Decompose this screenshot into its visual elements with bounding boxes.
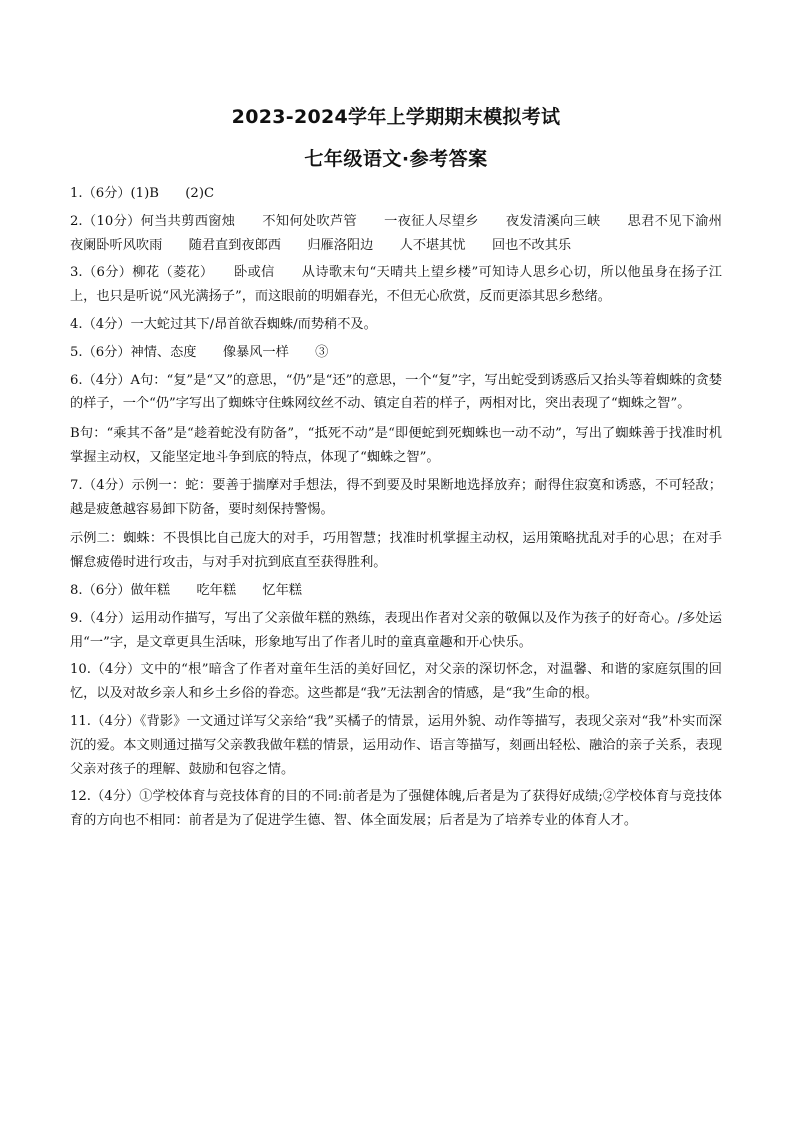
exam-title: 2023-2024学年上学期期末模拟考试 (231, 106, 561, 128)
answer-item-10 (70, 658, 722, 706)
answer-text: 3.（6分）柳花（菱花） 卧或信 从诗歌末句“天晴共上望乡楼”可知诗人思乡心切，所以他虽身在扬子江上，也只是听说“风光满扬子”，而这眼前的明媚春光，不但无心欣赏，反而更添其思乡愁绪。 (70, 265, 722, 305)
answer-item-9 (70, 607, 722, 655)
answer-text: 1.（6分）(1)B (2)C (70, 186, 215, 201)
answer-text-b: B句：“乘其不备”是“趁着蛇没有防备”，“抵死不动”是“即便蛇到死蜘蛛也一动不动”，写出了蜘蛛善于找准时机掌握主动权，又能坚定地斗争到底的特点，体现了“蜘蛛之智”。 (70, 426, 722, 465)
answer-text: 8.（6分）做年糕 吃年糕 忆年糕 (70, 582, 302, 598)
answer-item-11 (70, 710, 722, 781)
answer-item-4 (70, 313, 722, 337)
answer-sheet (70, 104, 749, 833)
answer-item-6 (70, 369, 722, 470)
answer-key-subtitle: 七年级语文·参考答案 (304, 148, 488, 170)
answer-item-12 (70, 785, 722, 833)
answer-text: 2.（10分）何当共剪西窗烛 不知何处吹芦管 一夜征人尽望乡 夜发清溪向三峡 思君不见下渝州 夜阑卧听风吹雨 随君直到夜郎西 归雁洛阳边 人不堪其忧 回也不改其乐 (70, 213, 749, 253)
answer-item-2 (70, 210, 749, 258)
answer-list (70, 182, 749, 833)
answer-text: 10.（4分）文中的“根”暗含了作者对童年生活的美好回忆，对父亲的深切怀念，对温馨、和谐的家庭氛围的回忆，以及对故乡亲人和乡土乡俗的眷恋。这些都是“我”无法割舍的情感，是“我”生命的根。 (70, 662, 722, 702)
answer-text: 9.（4分）运用动作描写，写出了父亲做年糕的熟练，表现出作者对父亲的敬佩以及作为孩子的好奇心。/多处运用“一”字，是文章更具生活味，形象地写出了作者儿时的童真童趣和开心快乐。 (70, 610, 722, 650)
answer-text-a: 6.（4分）A句：“复”是“又”的意思，“仍”是“还”的意思，一个“复”字，写出蛇受到诱惑后又抬头等着蜘蛛的贪婪的样子，一个“仍”字写出了蜘蛛守住蛛网纹丝不动、镇定自若的样子，两相对比，突出表现了“蜘蛛之智”。 (70, 372, 722, 412)
answer-example-2: 示例二：蜘蛛：不畏惧比自己庞大的对手，巧用智慧；找准时机掌握主动权，运用策略扰乱对手的心思；在对手懈怠疲倦时进行攻击，与对手对抗到底直至获得胜利。 (70, 531, 722, 571)
answer-text: 12.（4分）①学校体育与竞技体育的目的不同:前者是为了强健体魄,后者是为了获得好成绩;②学校体育与竞技体育的方向也不相同：前者是为了促进学生德、智、体全面发展；后者是为了培养专业的体育人才。 (70, 789, 722, 829)
answer-text: 5.（6分）神情、态度 像暴风一样 ③ (70, 344, 329, 360)
answer-text: 11.（4分）《背影》一文通过详写父亲给“我”买橘子的情景，运用外貌、动作等描写，表现父亲对“我”朴实而深沉的爱。本文则通过描写父亲教我做年糕的情景，运用动作、语言等描写，刻画出轻松、融洽的亲子关系，表现父亲对孩子的理解、鼓励和包容之情。 (70, 713, 722, 777)
answer-item-5 (70, 341, 722, 365)
answer-item-1 (70, 182, 722, 206)
answer-text: 4.（4分）一大蛇过其下/昂首欲吞蜘蛛/而势稍不及。 (70, 316, 377, 332)
answer-item-7 (70, 474, 722, 575)
answer-example-1: 7.（4分）示例一：蛇：要善于揣摩对手想法，得不到要及时果断地选择放弃；耐得住寂寞和诱惑，不可轻敌；越是疲惫越容易卸下防备，要时刻保持警惕。 (70, 477, 722, 517)
answer-item-8 (70, 579, 722, 603)
answer-item-3 (70, 261, 722, 309)
